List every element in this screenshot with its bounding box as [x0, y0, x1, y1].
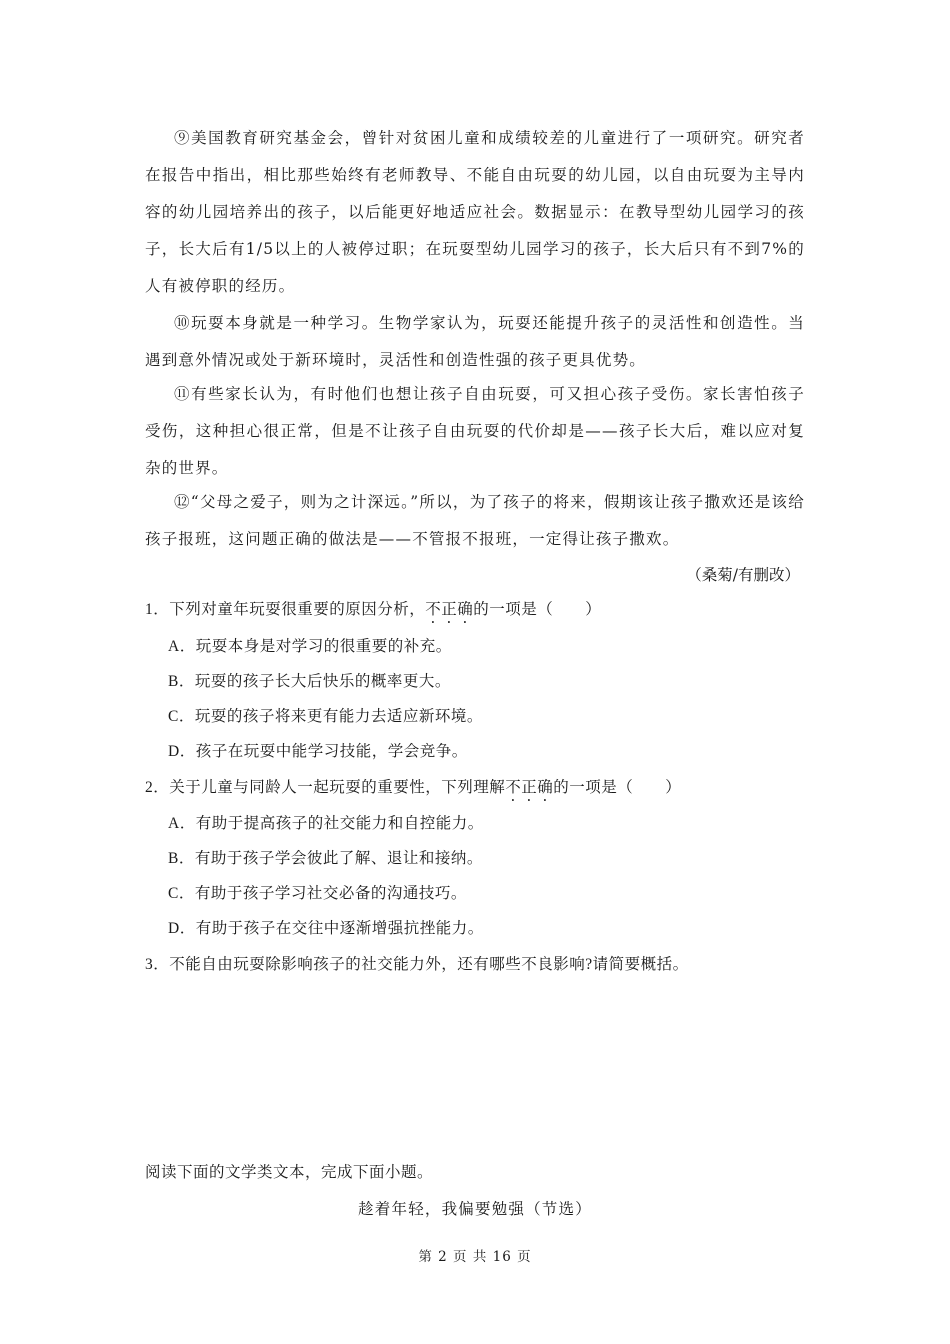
article-title: 趁着年轻，我偏要勉强（节选） [358, 1200, 592, 1218]
question-3: 3．不能自由玩耍除影响孩子的社交能力外，还有哪些不良影响?请简要概括。 [145, 956, 689, 973]
paragraph-12: ⑫“父母之爱子，则为之计深远。”所以，为了孩子的将来，假期该让孩子撒欢还是该给孩子报班，这问题正确的做法是——不管报不报班，一定得让孩子撒欢。 [145, 493, 805, 548]
question-2-prefix: 2．关于儿童与同龄人一起玩耍的重要性，下列理解 [145, 779, 506, 796]
question-1-option-a: A．玩耍本身是对学习的很重要的补充。 [168, 638, 452, 655]
paragraph-10: ⑩玩耍本身就是一种学习。生物学家认为，玩耍还能提升孩子的灵活性和创造性。当遇到意外情况或处于新环境时，灵活性和创造性强的孩子更具优势。 [145, 314, 805, 369]
question-2-option-b: B．有助于孩子学会彼此了解、退让和接纳。 [168, 850, 483, 867]
section-intro: 阅读下面的文学类文本，完成下面小题。 [145, 1164, 434, 1181]
page-footer: 第 2 页 共 16 页 [418, 1249, 532, 1265]
question-2-option-a: A．有助于提高孩子的社交能力和自控能力。 [168, 815, 484, 832]
question-2-suffix: 的一项是（ ） [553, 779, 682, 796]
question-1-option-b: B．玩耍的孩子长大后快乐的概率更大。 [168, 673, 451, 690]
question-2 [145, 778, 681, 805]
question-1-suffix: 的一项是（ ） [473, 601, 602, 618]
question-1-prefix: 1．下列对童年玩耍很重要的原因分析， [145, 601, 426, 618]
question-2-option-d: D．有助于孩子在交往中逐渐增强抗挫能力。 [168, 920, 484, 937]
question-2-option-c: C．有助于孩子学习社交必备的沟通技巧。 [168, 885, 467, 902]
question-1 [145, 600, 601, 627]
paragraph-11: ⑪有些家长认为，有时他们也想让孩子自由玩耍，可又担心孩子受伤。家长害怕孩子受伤，这种担心很正常，但是不让孩子自由玩耍的代价却是——孩子长大后，难以应对复杂的世界。 [145, 385, 805, 477]
question-2-emphasis: 不正确 [505, 779, 554, 796]
question-1-emphasis: 不正确 [425, 601, 474, 618]
question-1-option-d: D．孩子在玩耍中能学习技能，学会竞争。 [168, 743, 468, 760]
question-1-option-c: C．玩耍的孩子将来更有能力去适应新环境。 [168, 708, 483, 725]
paragraph-9: ⑨美国教育研究基金会，曾针对贫困儿童和成绩较差的儿童进行了一项研究。研究者在报告中指出，相比那些始终有老师教导、不能自由玩耍的幼儿园，以自由玩耍为主导内容的幼儿园培养出的孩子，以后能更好地适应社会。数据显示：在教导型幼儿园学习的孩子，长大后有1/5以上的人被停过职；在玩耍型幼儿园学习的孩子，长大后只有不到7%的人有被停职的经历。 [145, 129, 805, 295]
source-attribution: （桑菊/有删改） [686, 566, 800, 584]
